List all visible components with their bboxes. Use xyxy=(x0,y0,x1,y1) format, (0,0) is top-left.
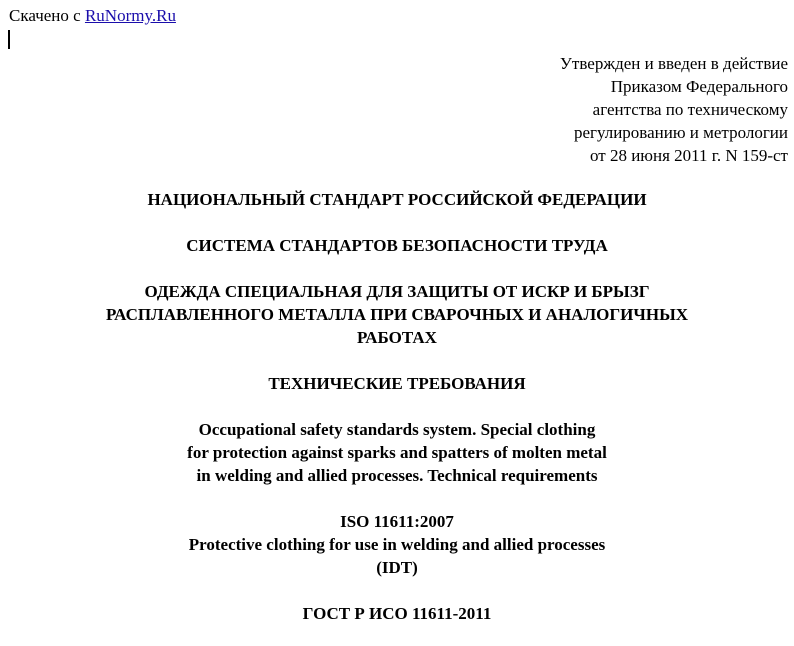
source-prefix: Скачено с xyxy=(9,6,85,25)
main-title-line: РАСПЛАВЛЕННОГО МЕТАЛЛА ПРИ СВАРОЧНЫХ И АНАЛОГИЧНЫХ xyxy=(105,305,689,324)
title-block xyxy=(0,188,794,625)
english-title-line: for protection against sparks and spatters of molten metal xyxy=(187,443,607,462)
text-cursor xyxy=(8,30,10,49)
source-link[interactable]: RuNormy.Ru xyxy=(84,6,176,25)
main-title xyxy=(0,280,794,349)
gost-number: ГОСТ Р ИСО 11611-2011 xyxy=(302,604,492,623)
approval-line: Утвержден и введен в действие xyxy=(559,54,788,73)
system-title: СИСТЕМА СТАНДАРТОВ БЕЗОПАСНОСТИ ТРУДА xyxy=(186,236,608,255)
main-title-line: РАБОТАХ xyxy=(357,328,437,347)
iso-relation: (IDT) xyxy=(376,558,418,577)
english-title xyxy=(0,418,794,487)
main-title-line: ОДЕЖДА СПЕЦИАЛЬНАЯ ДЛЯ ЗАЩИТЫ ОТ ИСКР И БРЫЗГ xyxy=(144,282,650,301)
subtitle: ТЕХНИЧЕСКИЕ ТРЕБОВАНИЯ xyxy=(268,374,526,393)
national-standard-title: НАЦИОНАЛЬНЫЙ СТАНДАРТ РОССИЙСКОЙ ФЕДЕРАЦИИ xyxy=(147,190,647,209)
iso-number: ISO 11611:2007 xyxy=(340,512,454,531)
iso-title: Protective clothing for use in welding and allied processes xyxy=(188,535,606,554)
approval-line: Приказом Федерального xyxy=(610,77,788,96)
approval-line: регулированию и метрологии xyxy=(573,123,788,142)
approval-block xyxy=(560,52,788,167)
english-title-line: in welding and allied processes. Technical requirements xyxy=(196,466,598,485)
approval-line: от 28 июня 2011 г. N 159-ст xyxy=(589,146,788,165)
approval-line: агентства по техническому xyxy=(592,100,788,119)
source-line xyxy=(9,6,176,26)
english-title-line: Occupational safety standards system. Special clothing xyxy=(198,420,596,439)
